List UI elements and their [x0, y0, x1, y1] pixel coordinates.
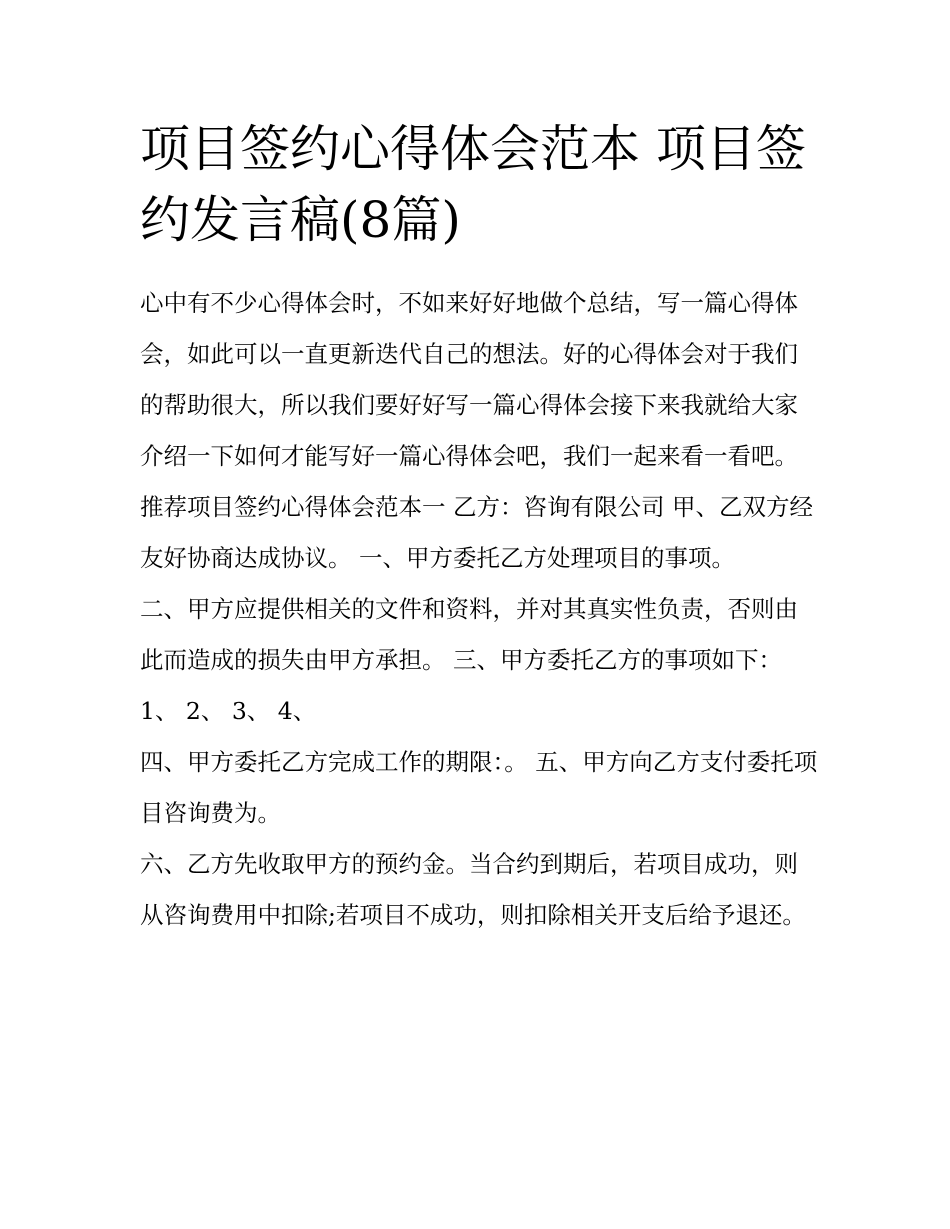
paragraph-clause-6: 六、乙方先收取甲方的预约金。当合约到期后，若项目成功，则从咨询费用中扣除;若项目不成功，则扣除相关开支后给予退还。	[140, 850, 806, 929]
document-title: 项目签约心得体会范本 项目签约发言稿(8篇)	[140, 120, 806, 249]
paragraph-clause-4-5: 四、甲方委托乙方完成工作的期限：。 五、甲方向乙方支付委托项目咨询费为。	[140, 748, 818, 827]
paragraph-clause-2-3: 二、甲方应提供相关的文件和资料，并对其真实性负责，否则由此而造成的损失由甲方承担。 三、甲方委托乙方的事项如下： 1、 2、 3、 4、	[140, 595, 798, 725]
document-body	[140, 278, 820, 941]
paragraph-intro: 心中有不少心得体会时，不如来好好地做个总结，写一篇心得体会，如此可以一直更新迭代自己的想法。好的心得体会对于我们的帮助很大，所以我们要好好写一篇心得体会接下来我就给大家介绍一下如何才能写好一篇心得体会吧，我们一起来看一看吧。	[140, 289, 798, 470]
paragraph-recommendation: 推荐项目签约心得体会范本一 乙方：咨询有限公司 甲、乙双方经友好协商达成协议。 一、甲方委托乙方处理项目的事项。	[140, 493, 813, 572]
